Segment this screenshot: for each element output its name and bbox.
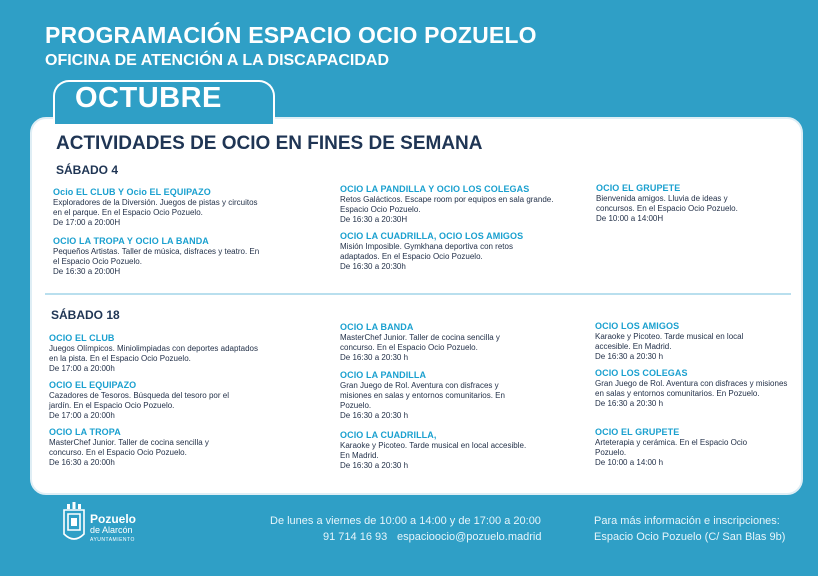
- group-title: OCIO LA CUADRILLA, OCIO LOS AMIGOS: [340, 231, 524, 241]
- group-title: OCIO EL CLUB: [49, 333, 115, 343]
- activity-group: [53, 187, 263, 228]
- activity-group: [49, 333, 264, 374]
- group-title: OCIO LOS AMIGOS: [595, 321, 680, 331]
- more-info-address: Espacio Ocio Pozuelo (C/ San Blas 9b): [594, 531, 786, 543]
- group-hours: De 16:30 a 20:30 h: [595, 399, 664, 408]
- section-divider: [45, 293, 791, 295]
- group-title: OCIO LA PANDILLA Y OCIO LOS COLEGAS: [340, 184, 530, 194]
- group-hours: De 16:30 a 20:30H: [340, 215, 408, 224]
- month-label: OCTUBRE: [75, 82, 222, 114]
- activity-group: [595, 321, 775, 362]
- group-title: OCIO EL GRUPETE: [596, 183, 681, 193]
- group-description: Karaoke y Picoteo. Tarde musical en local accesible. En Madrid.: [340, 441, 527, 460]
- opening-hours: De lunes a viernes de 10:00 a 14:00 y de 17:00 a 20:00: [270, 515, 541, 527]
- group-hours: De 10:00 a 14:00 h: [595, 458, 664, 467]
- logo-name: [90, 514, 136, 535]
- group-hours: De 16:30 a 20:30 h: [595, 352, 664, 361]
- group-title: OCIO LA TROPA Y OCIO LA BANDA: [53, 236, 209, 246]
- group-description: Retos Galácticos. Escape room por equipos en sala grande. Espacio Ocio Pozuelo.: [340, 195, 554, 214]
- group-description: Arteterapia y cerámica. En el Espacio Ocio Pozuelo.: [595, 438, 748, 457]
- logo-name-line2: de Alarcón: [90, 525, 133, 535]
- group-title: Ocio EL CLUB Y Ocio EL EQUIPAZO: [53, 187, 211, 197]
- activity-group: [340, 231, 540, 272]
- activity-group: [596, 183, 766, 224]
- activity-group: [53, 236, 263, 277]
- group-title: OCIO LA PANDILLA: [340, 370, 427, 380]
- page-title: PROGRAMACIÓN ESPACIO OCIO POZUELO: [45, 22, 537, 48]
- group-hours: De 16:30 a 20:00h: [49, 458, 115, 467]
- group-description: Misión Imposible. Gymkhana deportiva con retos adaptados. En el Espacio Ocio Pozuelo.: [340, 242, 513, 261]
- group-description: MasterChef Junior. Taller de cocina sencilla y concurso. En el Espacio Ocio Pozuelo.: [49, 438, 209, 457]
- activity-group: [49, 380, 229, 421]
- group-hours: De 17:00 a 20:00h: [49, 364, 115, 373]
- activity-group: [340, 322, 530, 363]
- group-hours: De 10:00 a 14:00H: [596, 214, 664, 223]
- group-hours: De 16:30 a 20:30 h: [340, 461, 409, 470]
- group-title: OCIO LA TROPA: [49, 427, 121, 437]
- group-description: MasterChef Junior. Taller de cocina sencilla y concurso. En el Espacio Ocio Pozuelo.: [340, 333, 500, 352]
- activity-group: [340, 370, 530, 421]
- group-hours: De 16:30 a 20:00H: [53, 267, 121, 276]
- group-description: Gran Juego de Rol. Aventura con disfraces y misiones en salas y entornos comunitarios. En Pozuelo.: [595, 379, 788, 398]
- group-title: OCIO EL GRUPETE: [595, 427, 680, 437]
- group-title: OCIO LA CUADRILLA,: [340, 430, 437, 440]
- group-description: Gran Juego de Rol. Aventura con disfraces y misiones en salas y entornos comunitarios. En Pozuelo.: [340, 381, 505, 410]
- group-title: OCIO EL EQUIPAZO: [49, 380, 137, 390]
- logo-name-line1: Pozuelo: [90, 512, 137, 526]
- activity-group: [340, 430, 530, 471]
- group-description: Karaoke y Picoteo. Tarde musical en local accesible. En Madrid.: [595, 332, 744, 351]
- activity-group: [49, 427, 239, 468]
- more-info-label: Para más información e inscripciones:: [594, 515, 780, 527]
- group-title: OCIO LOS COLEGAS: [595, 368, 688, 378]
- phone-number[interactable]: 91 714 16 93: [323, 531, 388, 543]
- activity-group: [595, 368, 795, 409]
- group-hours: De 16:30 a 20:30 h: [340, 411, 409, 420]
- activity-group: [340, 184, 555, 225]
- logo-subtitle: AYUNTAMIENTO: [90, 537, 135, 543]
- group-description: Exploradores de la Diversión. Juegos de pistas y circuitos en el parque. En el Espacio Ocio Pozuelo.: [53, 198, 258, 217]
- group-hours: De 16:30 a 20:30 h: [340, 353, 409, 362]
- group-hours: De 17:00 a 20:00H: [53, 218, 121, 227]
- day-label-sabado-4: SÁBADO 4: [56, 163, 119, 177]
- group-title: OCIO LA BANDA: [340, 322, 414, 332]
- group-description: Cazadores de Tesoros. Búsqueda del tesoro por el jardín. En el Espacio Ocio Pozuelo.: [49, 391, 229, 410]
- group-description: Bienvenida amigos. Lluvia de ideas y concursos. En el Espacio Ocio Pozuelo.: [596, 194, 738, 213]
- email-link[interactable]: espacioocio@pozuelo.madrid: [397, 531, 542, 543]
- section-heading: ACTIVIDADES DE OCIO EN FINES DE SEMANA: [56, 133, 483, 154]
- page-subtitle: OFICINA DE ATENCIÓN A LA DISCAPACIDAD: [45, 52, 389, 69]
- group-hours: De 16:30 a 20:30h: [340, 262, 406, 271]
- group-hours: De 17:00 a 20:00h: [49, 411, 115, 420]
- group-description: Juegos Olímpicos. Miniolimpiadas con deportes adaptados en la pista. En el Espacio Ocio Pozuelo.: [49, 344, 259, 363]
- day-label-sabado-18: SÁBADO 18: [51, 308, 120, 322]
- group-description: Pequeños Artistas. Taller de música, disfraces y teatro. En el Espacio Ocio Pozuelo.: [53, 247, 260, 266]
- activity-group: [595, 427, 765, 468]
